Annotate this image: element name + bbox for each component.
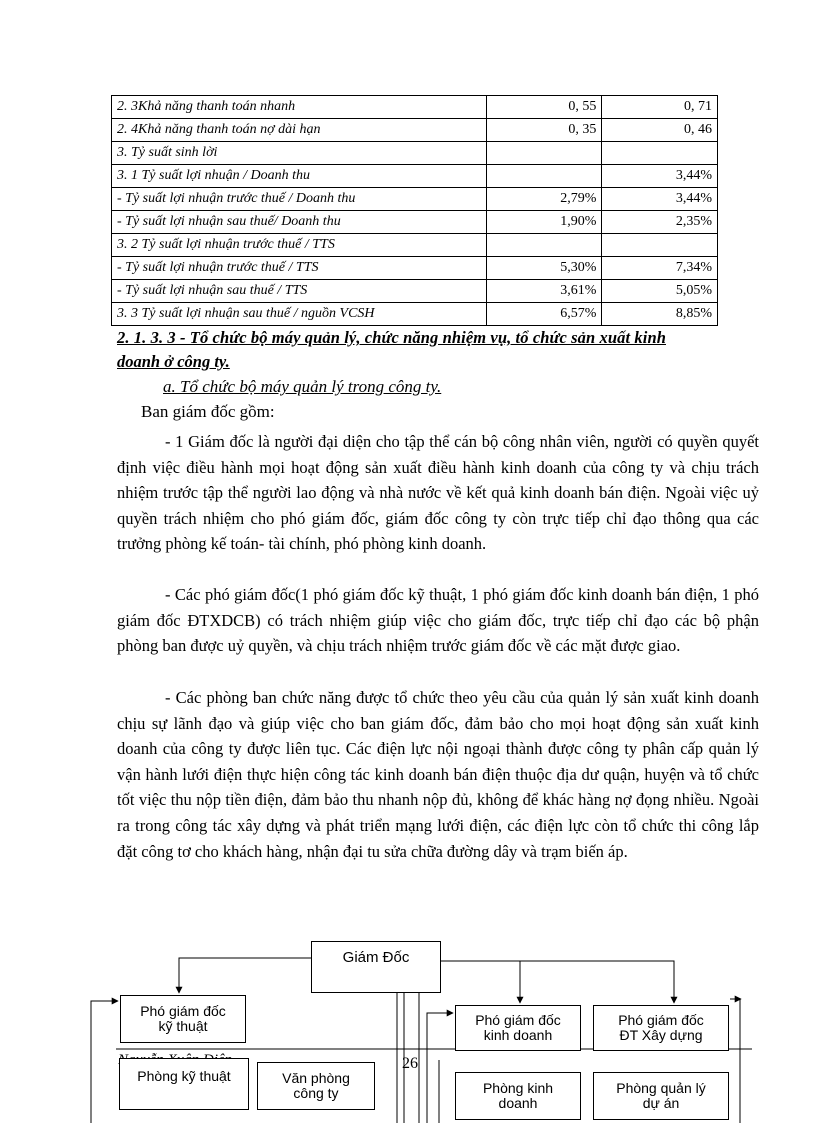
org-label-company-office-line1: Văn phòng — [282, 1070, 350, 1086]
table-cell-value-2: 0, 46 — [602, 119, 718, 142]
table-cell-label: - Tỷ suất lợi nhuận trước thuế / TTS — [112, 257, 487, 280]
org-label-technical-department: Phòng kỹ thuật — [137, 1068, 231, 1084]
org-label-director: Giám Đốc — [342, 949, 410, 966]
org-box-vp-business — [455, 1005, 581, 1051]
table-cell-value-1: 1,90% — [486, 211, 602, 234]
table-cell-value-2: 3,44% — [602, 165, 718, 188]
paragraph-departments: - Các phòng ban chức năng được tổ chức theo yêu cầu của quản lý sản xuất kinh doanh chịu sự lãnh đạo và giúp việc cho ban giám đốc, đảm bảo cho mọi hoạt động sản xuất kinh doanh của công ty được liên tục. Các điện lực nội ngoại thành được công ty phân cấp quản lý vận hành lưới điện thực hiện công tác kinh doanh bán điện thuộc địa dư quận, huyện và tổ chức tốt việc thu nộp tiền điện, đảm bảo thu nhanh nộp đủ, không để khác hàng nợ đọng nhiều. Ngoài ra trong công tác xây dựng và phát triển mạng lưới điện, các điện lực còn tổ chức thi công lắp đặt công tơ cho khách hàng, nhận đại tu sửa chữa đường dây và trạm biến áp. — [117, 688, 759, 861]
table-cell-value-1: 3,61% — [486, 280, 602, 303]
table-cell-label: - Tỷ suất lợi nhuận sau thuế/ Doanh thu — [112, 211, 487, 234]
table-cell-value-1: 0, 55 — [486, 96, 602, 119]
left-bus-line — [91, 1001, 118, 1123]
org-label-vp-technical-line2: kỹ thuật — [158, 1018, 208, 1034]
table-cell-label: 3. 2 Tỷ suất lợi nhuận trước thuế / TTS — [112, 234, 487, 257]
board-intro: Ban giám đốc gồm: — [141, 402, 275, 421]
table-cell-value-1: 5,30% — [486, 257, 602, 280]
org-box-company-office — [257, 1062, 375, 1110]
table-cell-label: 3. 1 Tỷ suất lợi nhuận / Doanh thu — [112, 165, 487, 188]
org-box-technical-department — [119, 1058, 249, 1110]
org-box-project-department — [593, 1072, 729, 1120]
table-cell-label: - Tỷ suất lợi nhuận sau thuế / TTS — [112, 280, 487, 303]
org-label-vp-construction-line1: Phó giám đốc — [618, 1012, 704, 1028]
table-cell-value-2: 8,85% — [602, 303, 718, 326]
org-box-vp-construction — [593, 1005, 729, 1051]
org-label-company-office-line2: công ty — [293, 1085, 339, 1101]
table-cell-label: 3. Tỷ suất sinh lời — [112, 142, 487, 165]
table-cell-label: 2. 3Khả năng thanh toán nhanh — [112, 96, 487, 119]
table-cell-value-1: 6,57% — [486, 303, 602, 326]
paragraph-vice-directors: - Các phó giám đốc(1 phó giám đốc kỹ thuật, 1 phó giám đốc kinh doanh bán điện, 1 phó giám đốc ĐTXDCB) có trách nhiệm giúp việc cho giám đốc, trực tiếp chỉ đạo các bộ phận phòng ban được uỷ quyền, và chịu trách nhiệm trước giám đốc về các mặt được giao. — [117, 585, 759, 656]
table-cell-value-2: 5,05% — [602, 280, 718, 303]
org-label-vp-technical-line1: Phó giám đốc — [140, 1003, 226, 1019]
table-cell-value-2: 2,35% — [602, 211, 718, 234]
table-cell-value-2: 0, 71 — [602, 96, 718, 119]
table-cell-value-1: 0, 35 — [486, 119, 602, 142]
table-cell-label: 2. 4Khả năng thanh toán nợ dài hạn — [112, 119, 487, 142]
table-cell-value-1: 2,79% — [486, 188, 602, 211]
section-heading: 2. 1. 3. 3 - Tổ chức bộ máy quản lý, chức năng nhiệm vụ, tổ chức sản xuất kinh — [117, 328, 666, 347]
org-box-vp-technical — [120, 995, 246, 1043]
org-label-business-department-line2: doanh — [498, 1095, 538, 1111]
org-box-director — [311, 941, 441, 993]
paragraph-director: - 1 Giám đốc là người đại diện cho tập thể cán bộ công nhân viên, người có quyền quyết định việc điều hành mọi hoạt động sản xuất điều hành kinh doanh của công ty và chịu trách nhiệm trước tập thể người lao động và nhà nước về kết quả kinh doanh bán điện. Ngoài việc uỷ quyền trách nhiệm cho phó giám đốc, giám đốc công ty còn trực tiếp chỉ đạo thông qua các trưởng phòng kế toán- tài chính, phó phòng kinh doanh. — [117, 432, 759, 554]
org-label-business-department-line1: Phòng kinh — [482, 1080, 554, 1096]
org-label-vp-construction-line2: ĐT Xây dựng — [619, 1027, 703, 1043]
table-cell-value-2: 7,34% — [602, 257, 718, 280]
connector-ceo-vp-construction — [441, 961, 674, 1003]
table-cell-label: - Tỷ suất lợi nhuận trước thuế / Doanh thu — [112, 188, 487, 211]
table-cell-value-2: 3,44% — [602, 188, 718, 211]
org-box-business-department — [455, 1072, 581, 1120]
business-bus-line — [427, 1013, 453, 1123]
org-label-vp-business-line2: kinh doanh — [483, 1027, 553, 1043]
org-label-vp-business-line1: Phó giám đốc — [475, 1012, 561, 1028]
connector-ceo-vp-business — [441, 961, 520, 1003]
page-number: 26 — [402, 1055, 418, 1072]
subsection-heading: a. Tổ chức bộ máy quản lý trong công ty. — [163, 377, 442, 396]
connector-ceo-vp-tech — [179, 958, 311, 993]
org-label-project-department-line2: dự án — [642, 1095, 680, 1111]
section-heading-continued: doanh ở công ty. — [117, 352, 230, 371]
right-bus-line — [730, 999, 740, 1123]
table-cell-label: 3. 3 Tỷ suất lợi nhuận sau thuế / nguồn VCSH — [112, 303, 487, 326]
org-label-project-department-line1: Phòng quản lý — [616, 1080, 706, 1096]
